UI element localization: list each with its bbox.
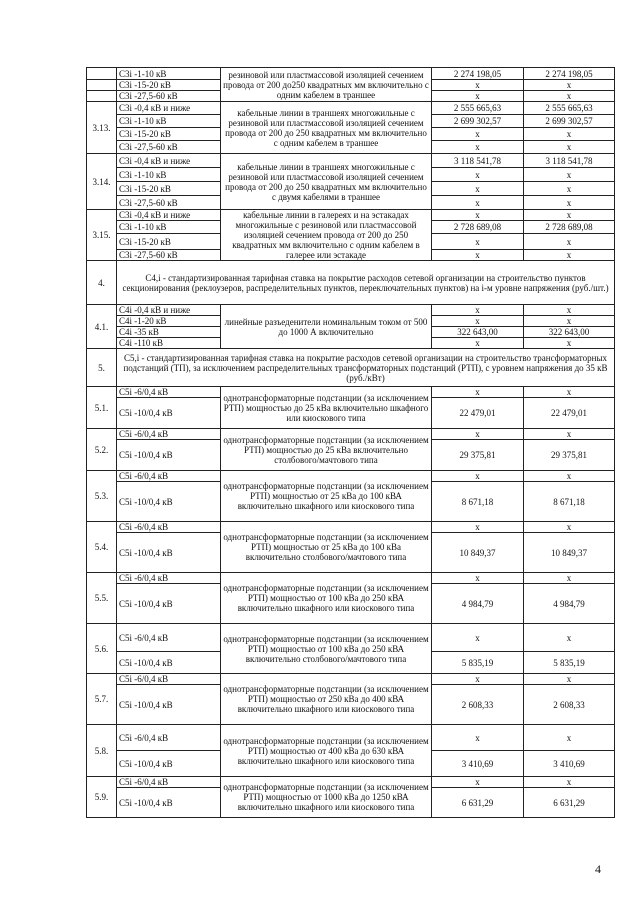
rate-code: C5i -10/0,4 кВ xyxy=(117,398,221,429)
rate-value-1: х xyxy=(432,522,524,533)
rate-value-1: 4 984,79 xyxy=(432,584,524,624)
rate-value-1: 3 118 541,78 xyxy=(432,154,524,168)
rate-value-2: х xyxy=(524,338,615,349)
rate-code: C3i -15-20 кВ xyxy=(117,80,221,91)
table-row xyxy=(87,777,615,788)
rate-value-2: х xyxy=(524,182,615,196)
item-number: 5.8. xyxy=(87,725,117,777)
table-row xyxy=(87,387,615,398)
rate-value-1: х xyxy=(432,91,524,102)
rate-value-1: 29 375,81 xyxy=(432,440,524,471)
rate-code: C4i -110 кВ xyxy=(117,338,221,349)
item-number: 5.6. xyxy=(87,624,117,674)
rate-value-1: х xyxy=(432,128,524,141)
rate-value-2: х xyxy=(524,674,615,685)
table-row xyxy=(87,573,615,584)
table-row xyxy=(87,471,615,482)
rate-code: C5i -10/0,4 кВ xyxy=(117,788,221,818)
rate-value-1: х xyxy=(432,168,524,182)
item-description: кабельные линии в траншеях многожильные с резиновой или пластмассовой изоляцией сечением провода от 200 до 250 квадратных мм включительно с одним кабелем в траншее xyxy=(221,102,432,154)
item-description: однотрансформаторные подстанции (за исключением РТП) мощностью от 250 кВа до 400 кВА включительно шкафного или киоскового типа xyxy=(221,674,432,725)
rate-code: C5i -6/0,4 кВ xyxy=(117,471,221,482)
item-number xyxy=(87,80,117,91)
rate-code: C3i -1-10 кВ xyxy=(117,168,221,182)
rate-value-1: х xyxy=(432,387,524,398)
table-row xyxy=(87,624,615,652)
rate-code: C3i -27,5-60 кВ xyxy=(117,196,221,210)
rate-value-2: 29 375,81 xyxy=(524,440,615,471)
item-number: 3.13. xyxy=(87,102,117,154)
item-number: 5.2. xyxy=(87,429,117,471)
rate-code: C5i -6/0,4 кВ xyxy=(117,573,221,584)
rate-value-1: 10 849,37 xyxy=(432,533,524,573)
rate-value-2: х xyxy=(524,522,615,533)
rate-value-2: х xyxy=(524,725,615,751)
rate-value-2: х xyxy=(524,234,615,250)
rate-value-2: х xyxy=(524,316,615,327)
rate-code: C5i -10/0,4 кВ xyxy=(117,751,221,777)
table-row xyxy=(87,305,615,316)
tariff-table xyxy=(86,67,615,818)
rate-code: C5i -10/0,4 кВ xyxy=(117,652,221,674)
item-description: однотрансформаторные подстанции (за исключением РТП) мощностью от 25 кВа до 100 кВа включительно столбового/мачтового типа xyxy=(221,522,432,573)
rate-value-1: 2 699 302,57 xyxy=(432,115,524,128)
table-row xyxy=(87,68,615,80)
item-number: 5.3. xyxy=(87,471,117,522)
rate-value-2: х xyxy=(524,573,615,584)
rate-code: C4i -1-20 кВ xyxy=(117,316,221,327)
table-row xyxy=(87,674,615,685)
rate-value-1: 2 274 198,05 xyxy=(432,68,524,80)
rate-code: C4i -0,4 кВ и ниже xyxy=(117,305,221,316)
rate-value-2: 10 849,37 xyxy=(524,533,615,573)
section-number: 4. xyxy=(87,261,117,305)
section-title: C4,i - стандартизированная тарифная ставка на покрытие расходов сетевой организации на строительство пунктов секционирования (реклоузеров, распределительных пунктов, переключательных пунктов) на i-м уровне напряжения (руб./шт.) xyxy=(117,261,615,305)
rate-value-1: х xyxy=(432,196,524,210)
rate-code: C3i -15-20 кВ xyxy=(117,128,221,141)
rate-value-2: х xyxy=(524,210,615,221)
item-description: кабельные линии в галереях и на эстакадах многожильные с резиновой или пластмассовой изоляцией сечением провода от 200 до 250 квадратных мм включительно с одним кабелем в галерее или эстакаде xyxy=(221,210,432,261)
rate-value-2: 22 479,01 xyxy=(524,398,615,429)
rate-value-1: х xyxy=(432,234,524,250)
table-row xyxy=(87,102,615,115)
item-description: линейные разъеденители номинальным током от 500 до 1000 А включительно xyxy=(221,305,432,349)
rate-value-2: 2 274 198,05 xyxy=(524,68,615,80)
item-number: 4.1. xyxy=(87,305,117,349)
rate-code: C5i -10/0,4 кВ xyxy=(117,584,221,624)
rate-value-1: х xyxy=(432,573,524,584)
rate-value-1: х xyxy=(432,338,524,349)
rate-value-2: х xyxy=(524,128,615,141)
rate-code: C4i -35 кВ xyxy=(117,327,221,338)
rate-value-1: х xyxy=(432,725,524,751)
rate-value-1: х xyxy=(432,210,524,221)
rate-code: C3i -27,5-60 кВ xyxy=(117,250,221,261)
rate-value-2: 322 643,00 xyxy=(524,327,615,338)
rate-code: C5i -10/0,4 кВ xyxy=(117,533,221,573)
rate-value-2: х xyxy=(524,80,615,91)
rate-value-1: х xyxy=(432,316,524,327)
rate-code: C3i -1-10 кВ xyxy=(117,115,221,128)
rate-code: C3i -1-10 кВ xyxy=(117,221,221,234)
rate-value-2: 3 118 541,78 xyxy=(524,154,615,168)
rate-code: C3i -15-20 кВ xyxy=(117,182,221,196)
table-row xyxy=(87,522,615,533)
rate-value-2: х xyxy=(524,471,615,482)
rate-value-2: х xyxy=(524,250,615,261)
rate-value-1: х xyxy=(432,182,524,196)
rate-value-1: х xyxy=(432,674,524,685)
table-row xyxy=(87,154,615,168)
rate-code: C5i -10/0,4 кВ xyxy=(117,685,221,725)
table-row xyxy=(87,429,615,440)
rate-value-2: 5 835,19 xyxy=(524,652,615,674)
rate-value-2: х xyxy=(524,141,615,154)
rate-code: C3i -15-20 кВ xyxy=(117,234,221,250)
rate-value-2: х xyxy=(524,777,615,788)
rate-value-1: 5 835,19 xyxy=(432,652,524,674)
rate-value-2: 4 984,79 xyxy=(524,584,615,624)
table-row xyxy=(87,210,615,221)
rate-value-1: х xyxy=(432,250,524,261)
rate-value-1: 8 671,18 xyxy=(432,482,524,522)
item-description: однотрансформаторные подстанции (за исключением РТП) мощностью до 25 кВа включительно шкафного или киоскового типа xyxy=(221,387,432,429)
rate-value-2: х xyxy=(524,91,615,102)
item-number: 5.5. xyxy=(87,573,117,624)
item-number: 5.9. xyxy=(87,777,117,818)
rate-code: C5i -10/0,4 кВ xyxy=(117,440,221,471)
rate-code: C5i -10/0,4 кВ xyxy=(117,482,221,522)
rate-value-2: 3 410,69 xyxy=(524,751,615,777)
rate-value-2: х xyxy=(524,196,615,210)
rate-value-1: 2 608,33 xyxy=(432,685,524,725)
item-description: однотрансформаторные подстанции (за исключением РТП) мощностью от 400 кВа до 630 кВА включительно шкафного или киоскового типа xyxy=(221,725,432,777)
rate-value-2: 6 631,29 xyxy=(524,788,615,818)
rate-value-2: 8 671,18 xyxy=(524,482,615,522)
rate-value-1: х xyxy=(432,624,524,652)
rate-code: C5i -6/0,4 кВ xyxy=(117,387,221,398)
section-row xyxy=(87,261,615,305)
item-description: однотрансформаторные подстанции (за исключением РТП) мощностью до 25 кВа включительно столбового/мачтового типа xyxy=(221,429,432,471)
section-row xyxy=(87,349,615,387)
rate-code: C3i -27,5-60 кВ xyxy=(117,91,221,102)
rate-value-2: х xyxy=(524,305,615,316)
item-number: 3.14. xyxy=(87,154,117,210)
rate-value-1: 322 643,00 xyxy=(432,327,524,338)
rate-value-2: х xyxy=(524,168,615,182)
rate-value-2: 2 555 665,63 xyxy=(524,102,615,115)
page-number: 4 xyxy=(595,862,601,876)
rate-code: C3i -1-10 кВ xyxy=(117,68,221,80)
item-description: однотрансформаторные подстанции (за исключением РТП) мощностью от 1000 кВа до 1250 кВА включительно шкафного или киоскового типа xyxy=(221,777,432,818)
rate-value-1: х xyxy=(432,305,524,316)
rate-value-1: 22 479,01 xyxy=(432,398,524,429)
item-number: 5.1. xyxy=(87,387,117,429)
rate-value-1: 2 555 665,63 xyxy=(432,102,524,115)
item-number: 3.15. xyxy=(87,210,117,261)
item-description: однотрансформаторные подстанции (за исключением РТП) мощностью от 100 кВа до 250 кВА включительно столбового/мачтового типа xyxy=(221,624,432,674)
rate-value-1: 2 728 689,08 xyxy=(432,221,524,234)
rate-code: C5i -6/0,4 кВ xyxy=(117,624,221,652)
rate-code: C3i -0,4 кВ и ниже xyxy=(117,154,221,168)
item-description: резиновой или пластмассовой изоляцией сечением провода от 200 до250 квадратных мм включительно с одним кабелем в траншее xyxy=(221,68,432,102)
item-description: кабельные линии в траншеях многожильные с резиновой или пластмассовой изоляцией сечением провода от 200 до 250 квадратных мм включительно с двумя кабелями в траншее xyxy=(221,154,432,210)
item-number: 5.4. xyxy=(87,522,117,573)
item-number xyxy=(87,68,117,80)
rate-code: C3i -0,4 кВ и ниже xyxy=(117,102,221,115)
rate-code: C5i -6/0,4 кВ xyxy=(117,674,221,685)
rate-value-1: х xyxy=(432,429,524,440)
table-row xyxy=(87,725,615,751)
rate-value-2: х xyxy=(524,429,615,440)
rate-value-1: х xyxy=(432,777,524,788)
rate-value-1: 3 410,69 xyxy=(432,751,524,777)
rate-value-2: х xyxy=(524,387,615,398)
rate-code: C5i -6/0,4 кВ xyxy=(117,522,221,533)
rate-value-1: х xyxy=(432,80,524,91)
rate-value-2: 2 699 302,57 xyxy=(524,115,615,128)
item-description: однотрансформаторные подстанции (за исключением РТП) мощностью от 100 кВа до 250 кВА включительно шкафного или киоскового типа xyxy=(221,573,432,624)
item-number: 5.7. xyxy=(87,674,117,725)
section-number: 5. xyxy=(87,349,117,387)
rate-value-2: 2 608,33 xyxy=(524,685,615,725)
rate-code: C3i -27,5-60 кВ xyxy=(117,141,221,154)
item-number xyxy=(87,91,117,102)
rate-value-2: 2 728 689,08 xyxy=(524,221,615,234)
rate-value-1: х xyxy=(432,141,524,154)
rate-value-1: х xyxy=(432,471,524,482)
rate-value-2: х xyxy=(524,624,615,652)
rate-code: C5i -6/0,4 кВ xyxy=(117,429,221,440)
rate-code: C3i -0,4 кВ и ниже xyxy=(117,210,221,221)
section-title: C5,i - стандартизированная тарифная ставка на покрытие расходов сетевой организации на строительство трансформаторных подстанций (ТП), за исключением распределительных трансформаторных подстанций (РТП), с уровнем напряжения до 35 кВ (руб./кВт) xyxy=(117,349,615,387)
item-description: однотрансформаторные подстанции (за исключением РТП) мощностью от 25 кВа до 100 кВА включительно шкафного или киоскового типа xyxy=(221,471,432,522)
rate-code: C5i -6/0,4 кВ xyxy=(117,725,221,751)
rate-value-1: 6 631,29 xyxy=(432,788,524,818)
rate-code: C5i -6/0,4 кВ xyxy=(117,777,221,788)
